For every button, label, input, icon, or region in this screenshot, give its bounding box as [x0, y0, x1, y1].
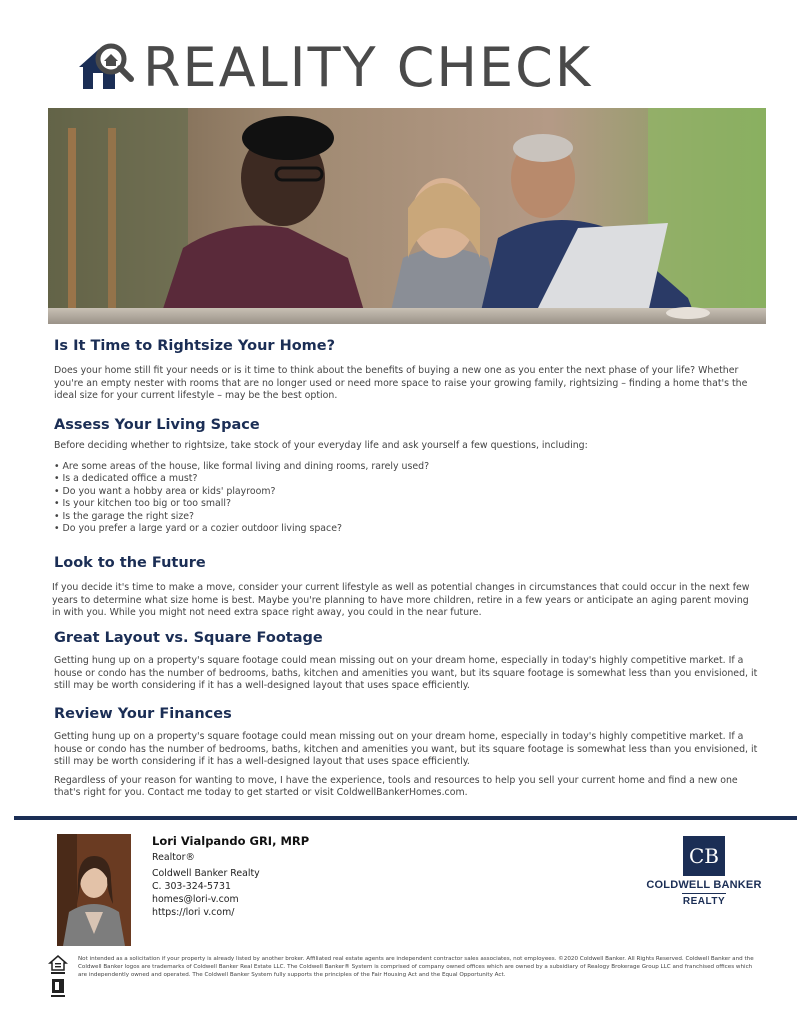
agent-title: Realtor®	[152, 852, 195, 863]
section-heading: Review Your Finances	[54, 706, 232, 722]
cb-monogram-icon	[683, 836, 725, 876]
section-layout	[54, 630, 759, 693]
closing-text: Regardless of your reason for wanting to move, I have the experience, tools and resources to help you sell your current home and find a new one that's right for you. Contact me today to get started or visit ColdwellBankerHomes.com.	[54, 774, 738, 798]
brand-rule	[682, 893, 726, 894]
section-body: Does your home still fit your needs or is it time to think about the benefits of buying a new one as you enter the next phase of your life? Whether you're an empty nester with rooms that are no longer used or need more space to raise your growing family, rightsizing – finding a home that's the ideal size for your current lifestyle – may be the best option.	[54, 365, 748, 401]
agent-email[interactable]: homes@lori-v.com	[152, 894, 239, 905]
agent-company: Coldwell Banker Realty	[152, 868, 260, 879]
agent-contact	[152, 834, 452, 919]
list-item: • Are some areas of the house, like formal living and dining rooms, rarely used?	[54, 461, 759, 474]
list-item: • Do you prefer a large yard or a cozier outdoor living space?	[54, 523, 759, 536]
section-rightsize	[54, 338, 759, 403]
list-item: • Is the garage the right size?	[54, 511, 759, 524]
list-item: • Do you want a hobby area or kids' playroom?	[54, 486, 759, 499]
section-future	[54, 555, 759, 620]
agent-phone: C. 303-324-5731	[152, 881, 231, 892]
agent-website[interactable]: https://lori v.com/	[152, 907, 235, 918]
list-item: • Is a dedicated office a must?	[54, 473, 759, 486]
footer-divider	[14, 816, 797, 820]
page-title: REALITY CHECK	[143, 36, 593, 99]
equal-housing-icon	[48, 954, 68, 998]
compliance-icons	[48, 954, 68, 1003]
section-finances	[54, 706, 759, 800]
section-heading: Assess Your Living Space	[54, 417, 260, 433]
section-heading: Great Layout vs. Square Footage	[54, 630, 323, 646]
section-body: Getting hung up on a property's square footage could mean missing out on your dream home, especially in today's highly competitive market. If a house or condo has the number of bedrooms, baths, kitchen and amenities you want, but its square footage is somewhat less than you envisioned, it still may be worth considering if it has a well-designed layout that uses space efficiently.	[54, 731, 758, 767]
list-item: • Is your kitchen too big or too small?	[54, 498, 759, 511]
house-magnifier-icon	[75, 41, 135, 95]
brand-name: COLDWELL BANKER	[646, 879, 762, 891]
header	[75, 36, 675, 99]
agent-name: Lori Vialpando GRI, MRP	[152, 834, 310, 848]
section-body: Before deciding whether to rightsize, take stock of your everyday life and ask yourself a few questions, including:	[54, 440, 588, 451]
section-body: Getting hung up on a property's square footage could mean missing out on your dream home, especially in today's highly competitive market. If a house or condo has the number of bedrooms, baths, kitchen and amenities you want, but its square footage is somewhat less than you envisioned, it still may be worth considering if it has a well-designed layout that uses space efficiently.	[54, 655, 758, 691]
section-heading: Look to the Future	[54, 555, 206, 571]
disclaimer: Not intended as a solicitation if your property is already listed by another broker. Affiliated real estate agents are independent contractor sales associates, not employees. ©2020 Coldwell Banker. All Rights Reserved. Coldwell Banker and the Coldwell Banker logos are trademarks of Coldwell Banker Real Estate LLC. The Coldwell Banker® System is comprised of company owned offices which are owned by a subsidiary of Realogy Brokerage Group LLC and franchised offices which are independently owned and operated. The Coldwell Banker System fully supports the principles of the Fair Housing Act and the Equal Opportunity Act.	[78, 956, 754, 978]
section-assess	[54, 417, 759, 536]
hero-image	[48, 108, 766, 324]
coldwell-banker-logo	[642, 836, 766, 907]
cb-monogram: CB	[689, 844, 719, 868]
section-heading: Is It Time to Rightsize Your Home?	[54, 338, 336, 354]
question-list	[54, 461, 759, 536]
agent-photo	[57, 834, 131, 946]
brand-sub: REALTY	[682, 896, 726, 907]
section-body: If you decide it's time to make a move, consider your current lifestyle as well as potential changes in circumstances that could occur in the next few years to determine what size home is best. Maybe you're planning to have more children, retire in a few years or anticipate an aging parent moving in with you. While you might not need extra space right away, you could in the near future.	[52, 582, 750, 618]
